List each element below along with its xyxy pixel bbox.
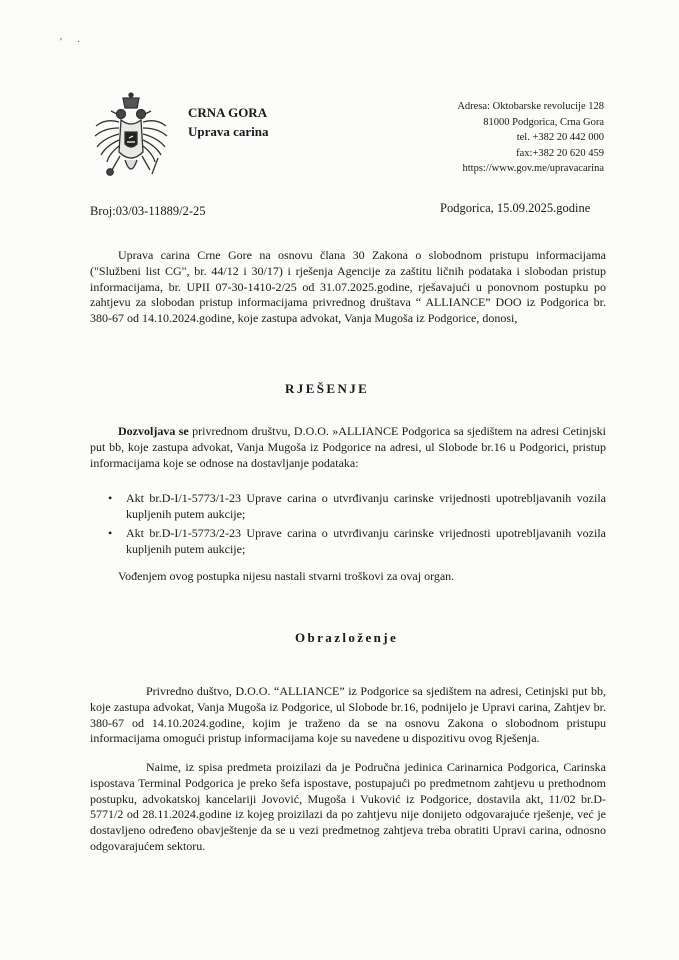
bullet-marker: •	[108, 491, 113, 505]
decision-lead-bold: Dozvoljava se	[118, 424, 189, 438]
reasoning-paragraph-2: Naime, iz spisa predmeta proizilazi da je Područna jedinica Carinarnica Podgorica, Carinska ispostava Terminal Podgorica je preko šefa ispostave, postupajući po predmetnom zahtjevu u prethodnom postupku, advokatskoj kancelariji Jovović, Mugoša i Vuković iz Podgorice, dostavila akt, 11/02 br.D-5771/2 od 28.11.2024.godine iz kojeg proizilazi da po zahtjevu nije donijeto odgovarajuće rješenje, već je dostavljeno određeno obavještenje da se u vezi predmetnog zahtjeva treba obratiti Upravi carina, odnosno odgovarajućem sektoru.	[90, 760, 606, 853]
reasoning-title: Obrazloženje	[295, 630, 399, 645]
reference-number: Broj:03/03-11889/2-25	[90, 204, 206, 218]
decision-lead-text: privrednom društvu, D.O.O. »ALLIANCE Podgorica sa sjedištem na adresi Cetinjski put bb, koje zastupa advokat, Vanja Mugoša iz Podgorice na adresi, ul Slobode br.16 u Podgorici, pristup informacijama koje se odnose na dostavljanje podataka:	[90, 424, 606, 470]
bullet-marker: •	[108, 526, 113, 540]
website-link: https://www.gov.me/upravacarina	[462, 163, 604, 175]
list-item-text: Akt br.D-I/1-5773/2-23 Uprave carina o utvrđivanju carinske vrijednosti upotrebljavanih vozila kupljenih putem aukcije;	[126, 526, 606, 556]
country-name: CRNA GORA	[188, 105, 268, 120]
address-line-1: Adresa: Oktobarske revolucije 128	[457, 101, 604, 112]
organization-name: Uprava carina	[188, 124, 269, 139]
address-line-2: 81000 Podgorica, Crna Gora	[483, 116, 604, 128]
contact-block	[440, 99, 604, 177]
decision-title: RJEŠENJE	[285, 381, 370, 396]
list-item	[108, 526, 606, 558]
intro-paragraph: Uprava carina Crne Gore na osnovu člana 30 Zakona o slobodnom pristupu informacijama ("Službeni list CG", br. 44/12 i 30/17) i rješenja Agencije za zaštitu ličnih podataka i slobodan pristup informacijama, br. UPII 07-30-1410-2/25 od 31.07.2025.godine, rješavajući u ponovnom postupku po zahtjevu za slobodan pristup informacijama privrednog društava “ ALLIANCE” DOO iz Podgorica br. 380-67 od 14.10.2024.godine, koje zastupa advokat, Vanja Mugoša iz Podgorice, donosi,	[90, 248, 606, 326]
place-and-date: Podgorica, 15.09.2025.godine	[440, 201, 591, 215]
institution-heading	[188, 103, 269, 141]
fax-number: fax:+382 20 620 459	[516, 147, 604, 159]
decision-paragraph	[90, 424, 606, 471]
list-item	[108, 491, 606, 523]
reasoning-paragraph-1: Privredno duštvo, D.O.O. “ALLIANCE” iz Podgorice sa sjedištem na adresi, Cetinjski put bb, koje zastupa advokat, Vanja Mugoša iz Podgorice, ul Slobode br.16, podnijelo je Upravi carina, Zahtjev br. 380-67 od 14.10.2024.godine, kojim je traženo da se na osnovu Zakona o slobodnom pristupu informacijama omogući pristup informacijama koje su navedene u dispozitivu ovog Rješenja.	[90, 684, 606, 746]
phone-number: tel. +382 20 442 000	[516, 132, 604, 144]
list-item-text: Akt br.D-I/1-5773/1-23 Uprave carina o utvrđivanju carinske vrijednosti upotrebljavanih vozila kupljenih putem aukcije;	[126, 491, 606, 521]
margin-scribble: ' ·	[60, 36, 87, 48]
costs-paragraph: Vođenjem ovog postupka nijesu nastali stvarni troškovi za ovaj organ.	[118, 569, 455, 583]
montenegro-coat-of-arms-icon	[90, 92, 172, 184]
